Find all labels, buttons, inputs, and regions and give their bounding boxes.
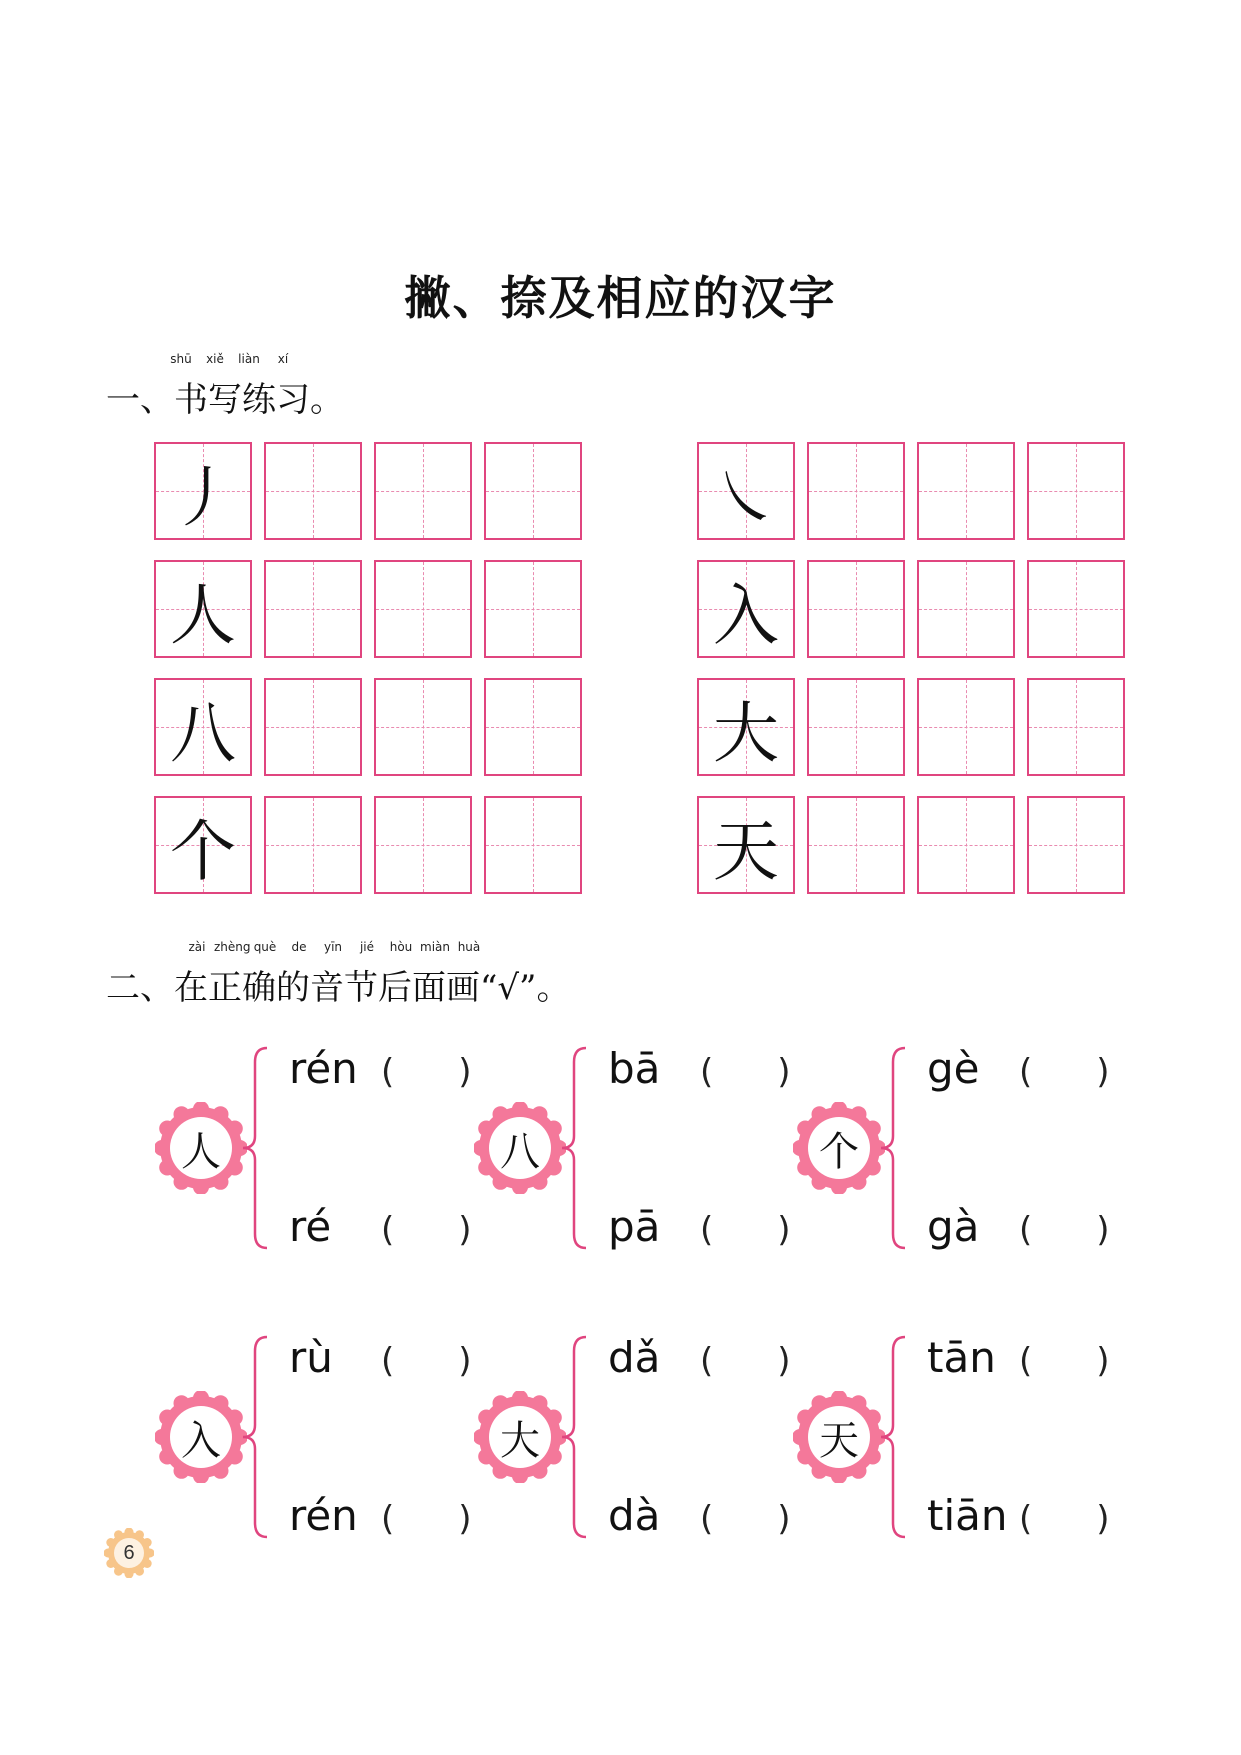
option-row [927, 1044, 1110, 1093]
model-char: ㇏ [713, 458, 779, 536]
paren-close: ) [777, 1499, 791, 1539]
answer-paren[interactable] [700, 1052, 791, 1092]
paren-open: ( [1019, 1210, 1033, 1250]
section-1-heading [106, 352, 344, 421]
grid-row [697, 796, 1125, 894]
practice-cell[interactable] [917, 560, 1015, 658]
grid-row [154, 442, 582, 540]
model-cell [697, 796, 795, 894]
choice-group [793, 1333, 1113, 1540]
practice-cell[interactable] [264, 796, 362, 894]
flower-badge [155, 1391, 247, 1483]
answer-paren[interactable] [381, 1499, 472, 1539]
model-char: 天 [713, 812, 779, 890]
choice-group [155, 1333, 475, 1540]
pinyin: xí [277, 352, 289, 366]
choice-group [474, 1044, 794, 1251]
section-1-title [106, 372, 344, 421]
pinyin: zài [188, 940, 206, 954]
model-cell [697, 442, 795, 540]
practice-cell[interactable] [374, 442, 472, 540]
paren-open: ( [700, 1052, 714, 1092]
choice-group [474, 1333, 794, 1540]
pinyin: zhèng [214, 940, 251, 954]
model-cell [697, 560, 795, 658]
brace-icon [241, 1333, 271, 1541]
check-mark-quote: “√” [480, 968, 537, 1008]
answer-paren[interactable] [700, 1210, 791, 1250]
choice-char: 大 [500, 1417, 540, 1464]
option-pinyin: rù [289, 1333, 333, 1382]
paren-open: ( [381, 1499, 395, 1539]
paren-close: ) [458, 1499, 472, 1539]
answer-paren[interactable] [1019, 1052, 1110, 1092]
option-row [289, 1491, 472, 1540]
option-pinyin: dǎ [608, 1333, 661, 1382]
model-char: 个 [170, 812, 236, 890]
option-row [289, 1333, 472, 1382]
brace-icon [241, 1044, 271, 1252]
paren-open: ( [381, 1052, 395, 1092]
choice-char: 人 [181, 1128, 221, 1175]
choice-char: 入 [181, 1417, 221, 1464]
practice-cell[interactable] [1027, 796, 1125, 894]
answer-paren[interactable] [1019, 1210, 1110, 1250]
answer-paren[interactable] [1019, 1341, 1110, 1381]
model-cell [154, 796, 252, 894]
answer-paren[interactable] [381, 1341, 472, 1381]
model-cell [697, 678, 795, 776]
brace-icon [560, 1333, 590, 1541]
choice-group [793, 1044, 1113, 1251]
option-pinyin: ré [289, 1202, 332, 1251]
paren-close: ) [1096, 1052, 1110, 1092]
practice-cell[interactable] [1027, 678, 1125, 776]
choice-char: 天 [819, 1417, 859, 1464]
model-cell [154, 678, 252, 776]
option-pinyin: tiān [927, 1491, 1008, 1540]
option-pinyin: tān [927, 1333, 996, 1382]
page-title: 撇、捺及相应的汉字 [404, 271, 837, 325]
option-row [608, 1202, 791, 1251]
grid-row [154, 560, 582, 658]
answer-paren[interactable] [1019, 1499, 1110, 1539]
choice-char: 八 [500, 1128, 540, 1175]
paren-close: ) [777, 1052, 791, 1092]
option-pinyin: bā [608, 1044, 661, 1093]
answer-paren[interactable] [700, 1341, 791, 1381]
paren-open: ( [1019, 1052, 1033, 1092]
model-cell [154, 560, 252, 658]
option-pinyin: pā [608, 1202, 661, 1251]
option-pinyin: gè [927, 1044, 980, 1093]
pinyin: liàn [238, 352, 260, 366]
option-row [608, 1044, 791, 1093]
pinyin: xiě [206, 352, 224, 366]
brace-icon [879, 1333, 909, 1541]
paren-open: ( [1019, 1341, 1033, 1381]
practice-cell[interactable] [264, 678, 362, 776]
model-cell [154, 442, 252, 540]
model-char: 入 [713, 576, 779, 654]
pinyin: huà [457, 940, 481, 954]
model-char: 人 [170, 576, 236, 654]
pinyin: shū [170, 352, 192, 366]
practice-cell[interactable] [374, 678, 472, 776]
section-number: 二、 [106, 968, 174, 1008]
paren-open: ( [1019, 1499, 1033, 1539]
model-char: 八 [170, 694, 236, 772]
section-2-pinyin [180, 940, 570, 960]
grid-row [697, 560, 1125, 658]
pinyin: hòu [389, 940, 413, 954]
practice-cell[interactable] [264, 560, 362, 658]
pinyin: de [291, 940, 307, 954]
practice-cell[interactable] [917, 442, 1015, 540]
flower-badge [155, 1102, 247, 1194]
paren-open: ( [381, 1341, 395, 1381]
grid-row [154, 796, 582, 894]
pinyin: què [253, 940, 277, 954]
practice-cell[interactable] [264, 442, 362, 540]
pinyin: jié [359, 940, 375, 954]
end-mark: 。 [310, 380, 344, 420]
paren-open: ( [381, 1210, 395, 1250]
option-row [289, 1044, 472, 1093]
practice-cell[interactable] [484, 560, 582, 658]
flower-badge [474, 1391, 566, 1483]
section-number: 一、 [106, 380, 174, 420]
answer-paren[interactable] [381, 1210, 472, 1250]
end-mark: 。 [536, 968, 571, 1008]
paren-close: ) [458, 1210, 472, 1250]
practice-cell[interactable] [807, 796, 905, 894]
paren-close: ) [458, 1341, 472, 1381]
brace-icon [560, 1044, 590, 1252]
choice-char: 个 [819, 1128, 859, 1175]
section-2-title [106, 960, 570, 1009]
option-row [289, 1202, 472, 1251]
grid-row [697, 442, 1125, 540]
paren-open: ( [700, 1341, 714, 1381]
flower-badge [793, 1391, 885, 1483]
choice-group [155, 1044, 475, 1251]
answer-paren[interactable] [700, 1499, 791, 1539]
section-2-heading [106, 940, 570, 1009]
paren-close: ) [1096, 1210, 1110, 1250]
section-1-pinyin [164, 352, 344, 372]
option-row [608, 1333, 791, 1382]
section-label: 在正确的音节后面画 [174, 968, 480, 1008]
practice-cell[interactable] [1027, 560, 1125, 658]
page-number-badge [104, 1528, 154, 1578]
option-pinyin: rén [289, 1044, 358, 1093]
grid-row [697, 678, 1125, 776]
paren-open: ( [700, 1499, 714, 1539]
option-row [927, 1202, 1110, 1251]
model-char: 丿 [170, 458, 236, 536]
paren-close: ) [458, 1052, 472, 1092]
option-pinyin: rén [289, 1491, 358, 1540]
pinyin: yīn [323, 940, 343, 954]
option-row [608, 1491, 791, 1540]
option-pinyin: gà [927, 1202, 980, 1251]
option-row [927, 1333, 1110, 1382]
practice-cell[interactable] [484, 796, 582, 894]
option-row [927, 1491, 1110, 1540]
practice-cell[interactable] [917, 796, 1015, 894]
flower-badge [474, 1102, 566, 1194]
paren-close: ) [1096, 1499, 1110, 1539]
practice-cell[interactable] [484, 442, 582, 540]
paren-close: ) [777, 1210, 791, 1250]
paren-open: ( [700, 1210, 714, 1250]
paren-close: ) [1096, 1341, 1110, 1381]
practice-cell[interactable] [917, 678, 1015, 776]
brace-icon [879, 1044, 909, 1252]
option-pinyin: dà [608, 1491, 661, 1540]
practice-cell[interactable] [374, 796, 472, 894]
practice-cell[interactable] [484, 678, 582, 776]
practice-cell[interactable] [1027, 442, 1125, 540]
grid-row [154, 678, 582, 776]
section-label: 书写练习 [174, 380, 310, 420]
flower-badge [793, 1102, 885, 1194]
practice-cell[interactable] [807, 560, 905, 658]
model-char: 大 [713, 694, 779, 772]
answer-paren[interactable] [381, 1052, 472, 1092]
page-number: 6 [123, 1541, 135, 1564]
practice-cell[interactable] [807, 678, 905, 776]
paren-close: ) [777, 1341, 791, 1381]
practice-cell[interactable] [374, 560, 472, 658]
pinyin: miàn [420, 940, 450, 954]
practice-cell[interactable] [807, 442, 905, 540]
